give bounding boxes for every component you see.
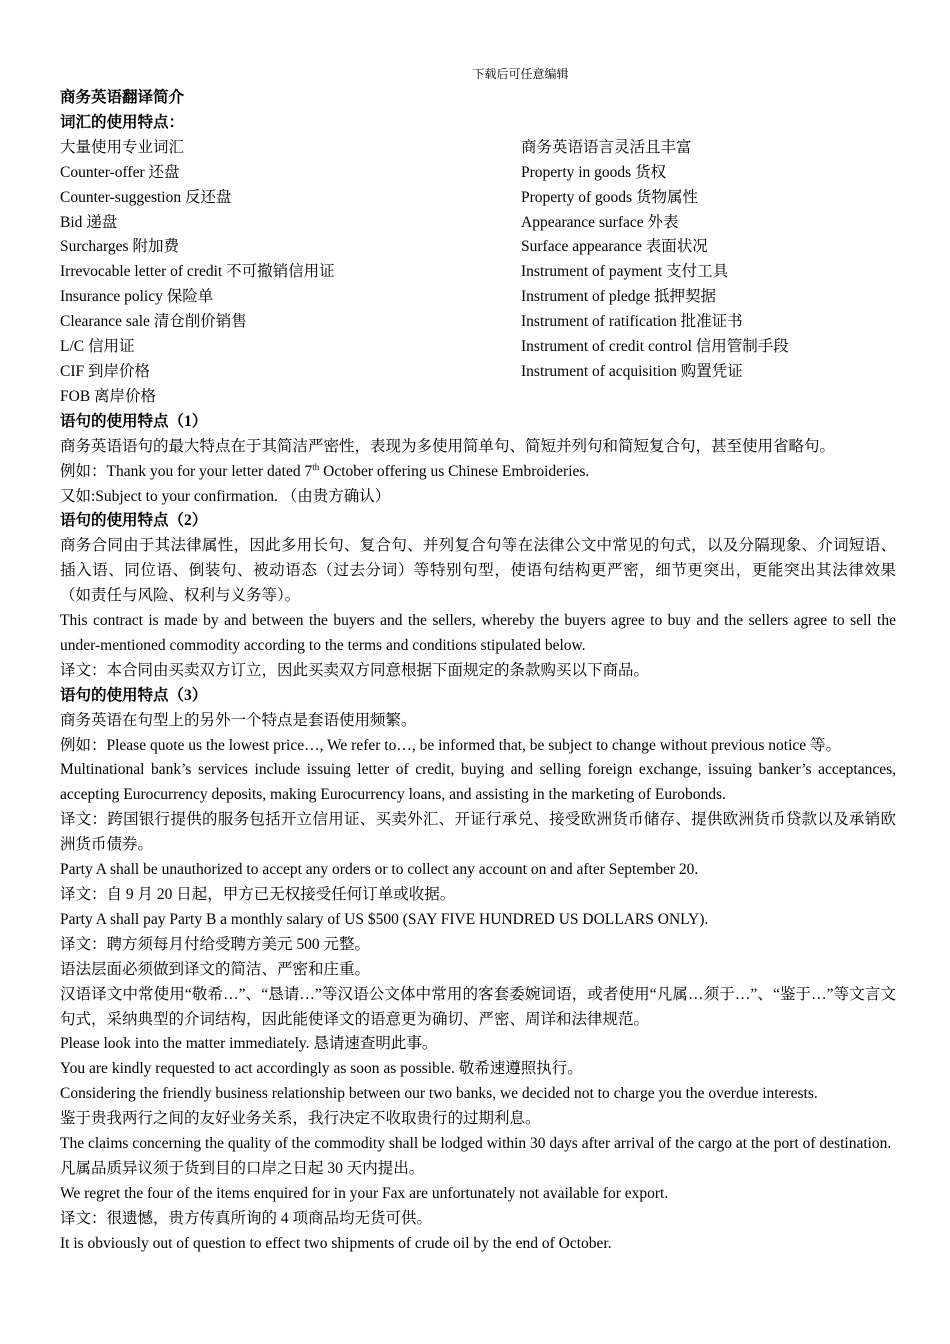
- vocab-item: 大量使用专业词汇: [60, 138, 185, 156]
- vocab-item: Clearance sale 清仓削价销售: [60, 313, 247, 331]
- party-b-translation: 译文：聘方须每月付给受聘方美元 500 元整。: [60, 935, 371, 953]
- vocab-item: Bid 递盘: [60, 213, 118, 231]
- grammar-note: 语法层面必须做到译文的简洁、严密和庄重。: [60, 960, 371, 978]
- section-2-translation: 译文：本合同由买卖双方订立，因此买卖双方同意根据下面规定的条款购买以下商品。: [60, 661, 650, 679]
- example-regret-english: We regret the four of the items enquired for in your Fax are unfortunately not available for export.: [60, 1184, 669, 1202]
- section-1-example-2: 又如:Subject to your confirmation. （由贵方确认）: [60, 487, 391, 505]
- vocab-columns: [60, 136, 896, 410]
- section-1-example: [60, 460, 896, 485]
- vocab-item: Surcharges 附加费: [60, 238, 179, 256]
- section-3-description: 商务英语在句型上的另外一个特点是套语使用频繁。: [60, 711, 417, 729]
- page-header-note: 下载后可任意编辑: [472, 67, 569, 81]
- vocab-item: Counter-suggestion 反还盘: [60, 188, 232, 206]
- vocab-item: Counter-offer 还盘: [60, 163, 180, 181]
- vocab-item: L/C 信用证: [60, 338, 135, 356]
- vocab-item: Instrument of ratification 批准证书: [521, 313, 743, 331]
- section-1-description: 商务英语语句的最大特点在于其简洁严密性，表现为多使用简单句、简短并列句和简短复合句，甚至使用省略句。: [60, 437, 836, 455]
- vocab-item: Property of goods 货物属性: [521, 188, 698, 206]
- section-2-heading: 语句的使用特点（2）: [60, 512, 208, 530]
- example-considering-translation: 鉴于贵我两行之间的友好业务关系，我行决定不收取贵行的过期利息。: [60, 1110, 541, 1128]
- vocab-item: Surface appearance 表面状况: [521, 238, 708, 256]
- party-a-english: Party A shall be unauthorized to accept any orders or to collect any account on and after September 20.: [60, 861, 699, 879]
- vocab-left-column: [60, 136, 521, 410]
- party-a-translation: 译文：自 9 月 20 日起，甲方已无权接受任何订单或收据。: [60, 886, 456, 903]
- example-kindly: You are kindly requested to act accordingly as soon as possible. 敬希速遵照执行。: [60, 1060, 583, 1078]
- bank-services-translation: 译文：跨国银行提供的服务包括开立信用证、买卖外汇、开证行承兑、接受欧洲货币储存、提供欧洲货币贷款以及承销欧洲货币债券。: [60, 811, 896, 854]
- example-considering-english: Considering the friendly business relationship between our two banks, we decided not to charge you the overdue interests.: [60, 1085, 818, 1103]
- ordinal-suffix: th: [312, 461, 320, 472]
- style-note: 汉语译文中常使用“敬希…”、“恳请…”等汉语公文体中常用的客套委婉词语，或者使用“凡属…须于…”、“鉴于…”等文言文句式，采纳典型的介词结构，因此能使译文的语意更为确切、严密、周详和法律规范。: [60, 985, 896, 1028]
- vocab-item: Appearance surface 外表: [521, 213, 679, 231]
- vocab-item: Instrument of credit control 信用管制手段: [521, 338, 789, 356]
- example-crude-oil-english: It is obviously out of question to effect two shipments of crude oil by the end of October.: [60, 1234, 612, 1252]
- party-b-english: Party A shall pay Party B a monthly salary of US $500 (SAY FIVE HUNDRED US DOLLARS ONLY).: [60, 910, 709, 928]
- example-claims-translation: 凡属品质异议须于货到目的口岸之日起 30 天内提出。: [60, 1159, 425, 1177]
- vocab-item: Instrument of pledge 抵押契据: [521, 288, 717, 306]
- vocab-item: FOB 离岸价格: [60, 387, 157, 405]
- section-1-heading: 语句的使用特点（1）: [60, 412, 208, 430]
- vocab-right-column: [521, 136, 896, 410]
- vocab-item: CIF 到岸价格: [60, 362, 150, 380]
- vocab-item: Instrument of acquisition 购置凭证: [521, 362, 743, 380]
- section-2-english-example: This contract is made by and between the buyers and the sellers, whereby the buyers agree to buy and the sellers agree to sell the under-mentioned commodity according to the terms and conditions stipulated below.: [60, 612, 896, 654]
- document-title: 商务英语翻译简介: [60, 89, 185, 106]
- vocab-item: 商务英语语言灵活且丰富: [521, 138, 692, 156]
- section-3-heading: 语句的使用特点（3）: [60, 686, 208, 704]
- section-2-description: 商务合同由于其法律属性，因此多用长句、复合句、并列复合句等在法律公文中常见的句式，以及分隔现象、介词短语、插入语、同位语、倒装句、被动语态（过去分词）等特别句型，使语句结构更严密，细节更突出，更能突出其法律效果（如责任与风险、权利与义务等）。: [60, 537, 896, 605]
- vocab-item: Insurance policy 保险单: [60, 288, 214, 306]
- document-body: [60, 86, 896, 1257]
- example-text: October offering us Chinese Embroideries.: [319, 462, 590, 480]
- vocab-item: Property in goods 货权: [521, 163, 667, 181]
- vocab-item: Instrument of payment 支付工具: [521, 263, 729, 281]
- example-look-into: Please look into the matter immediately. 恳请速查明此事。: [60, 1035, 438, 1053]
- vocab-heading: 词汇的使用特点：: [60, 113, 185, 131]
- example-regret-translation: 译文：很遗憾，贵方传真所询的 4 项商品均无货可供。: [60, 1209, 433, 1227]
- bank-services-english: Multinational bank’s services include issuing letter of credit, buying and selling foreign exchange, issuing banker’s acceptances, accepting Eurocurrency deposits, making Eurocurrency loans, and assisting in the marketing of Eurobonds.: [60, 761, 896, 804]
- section-3-example: 例如：Please quote us the lowest price…, We refer to…, be informed that, be subject to change without previous notice 等。: [60, 736, 842, 754]
- vocab-item: Irrevocable letter of credit 不可撤销信用证: [60, 263, 335, 281]
- example-claims-english: The claims concerning the quality of the commodity shall be lodged within 30 days after arrival of the cargo at the port of destination.: [60, 1135, 892, 1153]
- example-text: 例如：Thank you for your letter dated 7: [60, 462, 313, 480]
